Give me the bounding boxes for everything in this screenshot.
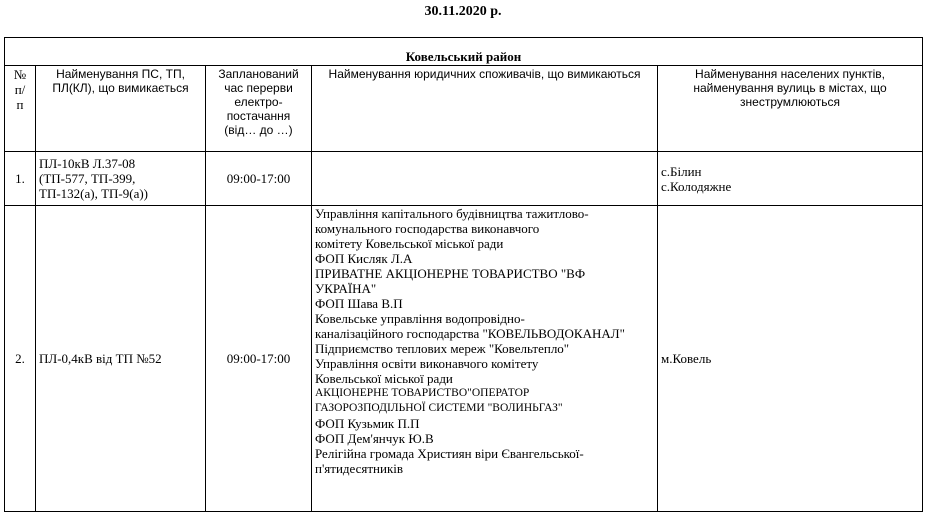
header-num-line: № [13, 67, 27, 82]
consumer-line: ФОП Кузьмик П.П [315, 416, 420, 431]
header-num-line: п [16, 97, 24, 112]
consumer-line: ФОП Шава В.П [315, 296, 403, 311]
place-text: с.Колодяжне [661, 178, 732, 194]
row-places [658, 152, 923, 206]
consumer-line: Ковельське управління водопровідно- [315, 311, 525, 326]
header-time-line: постачання [226, 109, 291, 123]
row-consumers [312, 206, 658, 512]
header-places-line: знеструмлюються [740, 95, 840, 109]
row-line [36, 206, 206, 512]
consumer-line: Управління капітального будівництва тажитлово- [315, 206, 589, 221]
table-row [5, 206, 923, 512]
place-text: с.Білин [661, 163, 702, 179]
header-line: Найменування ПС, ТП, ПЛ(КЛ), що вимикається [36, 66, 206, 152]
header-time-line: Запланований [218, 67, 299, 81]
consumer-line: Підприємство теплових мереж "Ковельтепло" [315, 341, 570, 356]
header-num [5, 66, 36, 152]
consumer-line: каналізаційного господарства "КОВЕЛЬВОДОКАНАЛ" [315, 326, 625, 341]
row-number: 2. [5, 206, 36, 512]
document-date: 30.11.2020 р. [424, 4, 502, 19]
table-header-row [5, 66, 923, 152]
consumer-line: Управління освіти виконавчого комітету [315, 356, 539, 371]
header-consumers: Найменування юридичних споживачів, що вимикаються [312, 66, 658, 152]
consumer-line: п'ятидесятників [315, 461, 404, 476]
row-time: 09:00-17:00 [206, 152, 312, 206]
header-places [658, 66, 923, 152]
outage-table [4, 37, 923, 512]
consumer-line: АКЦІОНЕРНЕ ТОВАРИСТВО"ОПЕРАТОР [315, 387, 530, 399]
consumer-line: ПРИВАТНЕ АКЦІОНЕРНЕ ТОВАРИСТВО "ВФ [315, 266, 586, 281]
header-time [206, 66, 312, 152]
header-time-line: час перерви [224, 81, 293, 95]
line-text: (ТП-577, ТП-399, [39, 171, 136, 186]
consumer-line: ГАЗОРОЗПОДІЛЬНОЇ СИСТЕМИ "ВОЛИНЬГАЗ" [315, 402, 563, 414]
row-consumers [312, 152, 658, 206]
place-text: м.Ковель [661, 351, 712, 366]
consumer-line: УКРАЇНА" [315, 281, 377, 296]
consumer-line: ФОП Кисляк Л.А [315, 251, 413, 266]
consumer-line: комунального господарства виконавчого [315, 221, 540, 236]
header-places-line: найменування вулиць в містах, що [693, 81, 887, 95]
consumer-line: Ковельської міської ради [315, 371, 453, 386]
consumer-line: Релігійна громада Християн віри Євангельської- [315, 446, 584, 461]
row-time: 09:00-17:00 [206, 206, 312, 512]
table-row [5, 152, 923, 206]
row-number: 1. [5, 152, 36, 206]
line-text: ТП-132(а), ТП-9(а)) [39, 186, 149, 201]
district-name: Ковельський район [5, 38, 923, 66]
line-text: ПЛ-0,4кВ від ТП №52 [39, 351, 162, 366]
row-places [658, 206, 923, 512]
line-text: ПЛ-10кВ Л.37-08 [39, 156, 136, 171]
header-time-line: (від… до …) [224, 123, 293, 137]
header-places-line: Найменування населених пунктів, [695, 67, 885, 81]
header-num-line: п/ [14, 82, 26, 97]
row-line [36, 152, 206, 206]
consumer-line: ФОП Дем'янчук Ю.В [315, 431, 434, 446]
consumer-line: комітету Ковельської міської ради [315, 236, 504, 251]
district-row [5, 38, 923, 66]
header-time-line: електро- [234, 95, 283, 109]
